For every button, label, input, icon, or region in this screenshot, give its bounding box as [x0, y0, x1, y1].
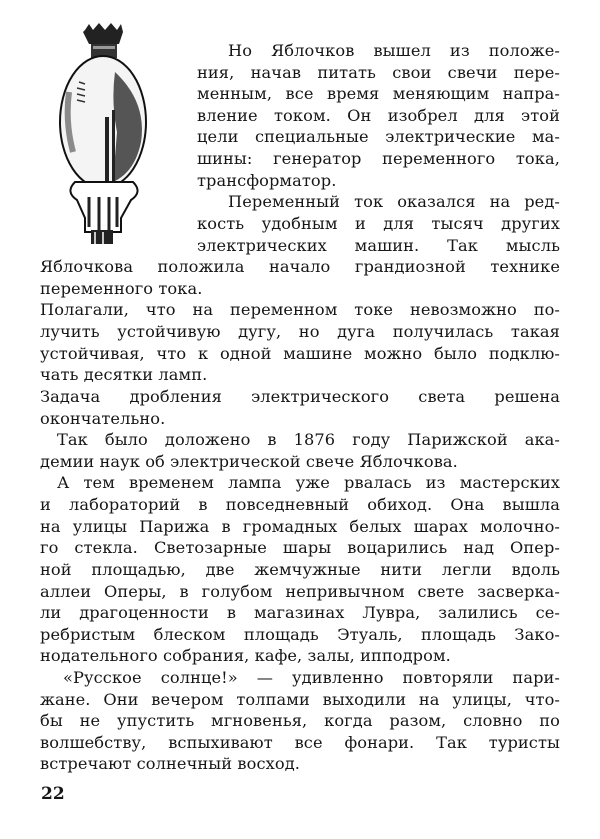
text-line: трансформатор. — [197, 170, 337, 190]
text-line: ли драгоценности в магазинах Лувра, залились се- — [40, 603, 560, 623]
text-line: переменного тока. — [40, 278, 203, 298]
text-line: ния, начав питать свои свечи пере- — [197, 62, 560, 82]
text-line: цели специальные электрические ма- — [197, 127, 560, 147]
text-line: окончательно. — [40, 408, 166, 428]
text-line: электрических машин. Так мысль — [197, 235, 560, 255]
text-line: Переменный ток оказался на ред- — [228, 192, 560, 212]
text-line: лучить устойчивую дугу, но дуга получилась такая — [40, 322, 560, 342]
text-line: Так было доложено в 1876 году Парижской ака- — [57, 430, 560, 450]
page-number: 22 — [41, 784, 65, 804]
text-line: и лабораторий в повседневный обиход. Она вышла — [40, 495, 560, 515]
text-line: Задача дробления электрического света решена — [40, 386, 560, 406]
text-line: Полагали, что на переменном токе невозможно по- — [40, 300, 560, 320]
text-line: устойчивая, что к одной машине можно было подклю- — [40, 343, 560, 363]
text-line: жане. Они вечером толпами выходили на улицы, что- — [40, 689, 560, 709]
text-line: бы не упустить мгновенья, когда разом, словно по — [40, 711, 560, 731]
text-line: волшебству, вспыхивают все фонари. Так туристы — [40, 732, 560, 752]
text-line: кость удобным и для тысяч других — [197, 213, 560, 233]
text-line: «Русское солнце!» — удивленно повторяли пари- — [63, 667, 560, 687]
yablochkov-lamp-illustration — [55, 22, 150, 250]
text-line: го стекла. Светозарные шары воцарились над Опер- — [40, 538, 560, 558]
text-line: нодательного собрания, кафе, залы, ипподром. — [40, 646, 451, 666]
text-line: А тем временем лампа уже рвалась из мастерских — [57, 473, 560, 493]
text-line: менным, все время меняющим напра- — [197, 84, 560, 104]
text-line: ребристым блеском площадь Этуаль, площадь Зако- — [40, 624, 560, 644]
text-line: на улицы Парижа в громадных белых шарах молочно- — [40, 516, 560, 536]
text-line: Но Яблочков вышел из положе- — [228, 41, 560, 60]
text-line: шины: генератор переменного тока, — [197, 149, 560, 169]
text-line: демии наук об электрической свече Яблочкова. — [40, 451, 458, 471]
text-line: встречают солнечный восход. — [40, 754, 301, 774]
text-line: вление током. Он изобрел для этой — [197, 105, 560, 125]
text-line: ной площадью, две жемчужные нити легли вдоль — [40, 559, 560, 579]
text-line: аллеи Оперы, в голубом непривычном свете засверка- — [40, 581, 560, 601]
text-line: Яблочкова положила начало грандиозной технике — [40, 257, 560, 277]
text-line: чать десятки ламп. — [40, 365, 208, 385]
